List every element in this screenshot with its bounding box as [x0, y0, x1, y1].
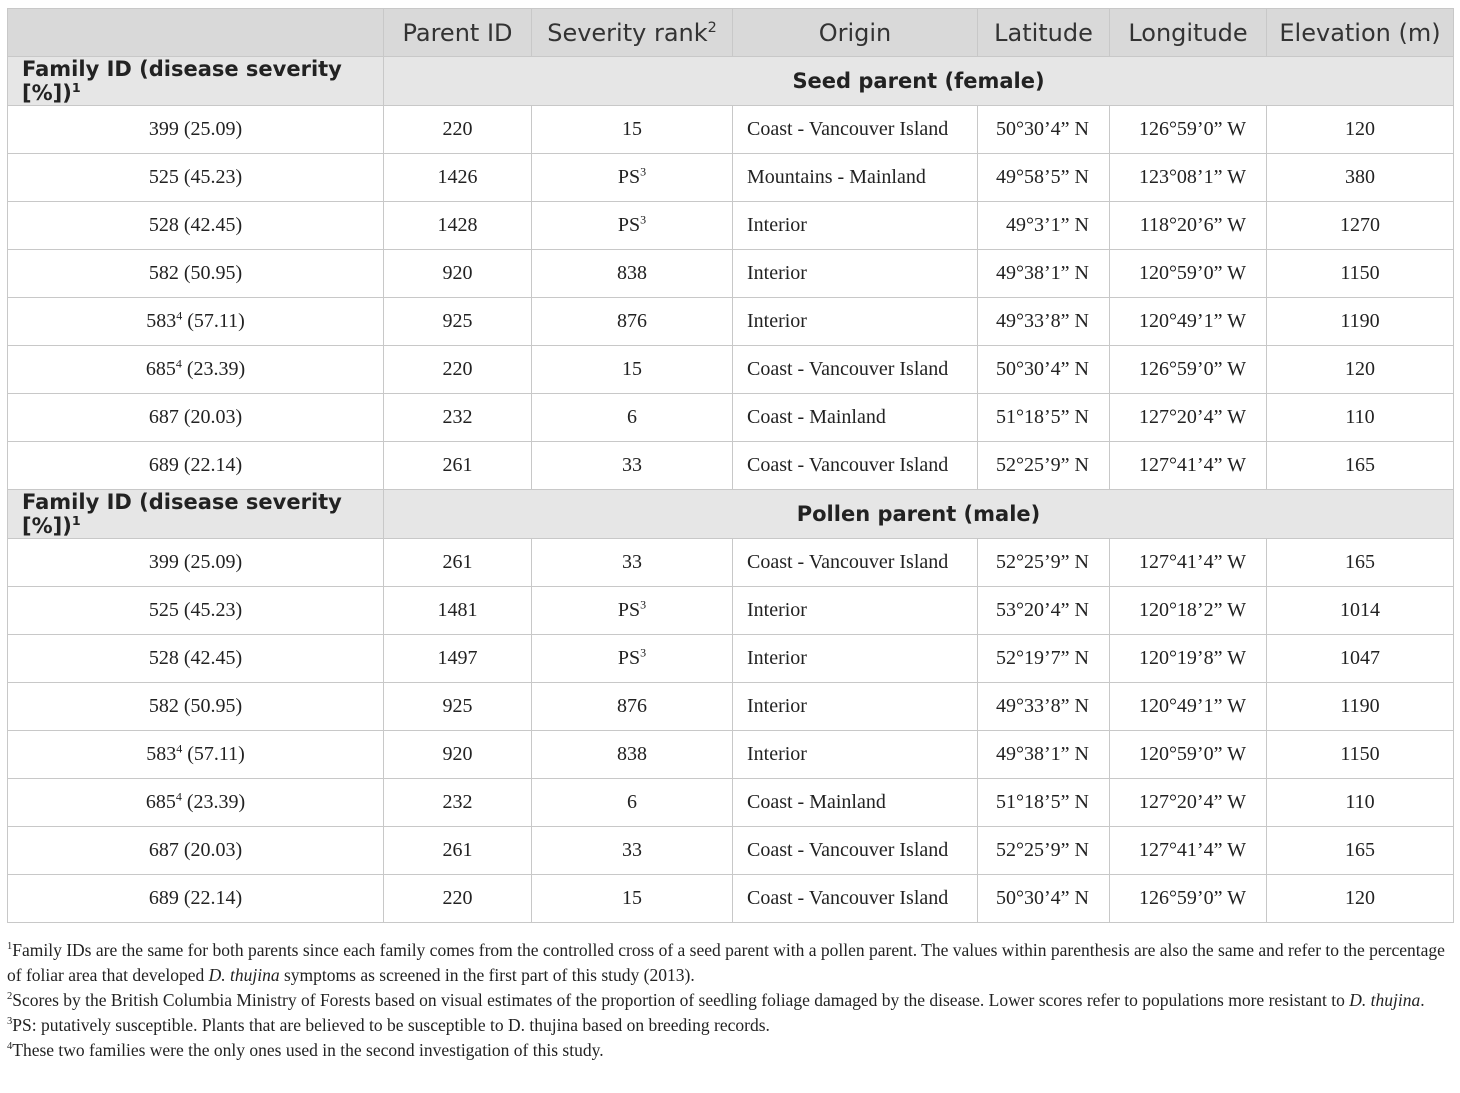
family-id: 687	[148, 839, 179, 861]
table-row	[8, 539, 1454, 587]
longitude-cell: 120°49’1” W	[1110, 298, 1267, 346]
severity-rank-cell	[532, 394, 733, 442]
elevation-cell: 1270	[1267, 202, 1454, 250]
severity-rank-value: PS	[617, 599, 641, 621]
elevation-cell: 120	[1267, 106, 1454, 154]
latitude-cell: 51°18’5” N	[978, 779, 1110, 827]
latitude-cell: 53°20’4” N	[978, 587, 1110, 635]
severity-rank-cell	[532, 731, 733, 779]
elevation-cell: 165	[1267, 539, 1454, 587]
longitude-cell: 120°49’1” W	[1110, 683, 1267, 731]
severity-rank-cell	[532, 154, 733, 202]
severity-rank-value: 838	[617, 262, 647, 284]
elevation-cell: 1190	[1267, 683, 1454, 731]
footnote-marker: 4	[7, 1041, 13, 1053]
table-row	[8, 635, 1454, 683]
origin-cell: Coast - Mainland	[733, 394, 978, 442]
disease-severity: (22.14)	[183, 887, 243, 909]
parent-id-cell: 925	[384, 298, 532, 346]
parent-id-cell: 925	[384, 683, 532, 731]
severity-rank-value: 33	[622, 551, 642, 573]
longitude-cell: 127°41’4” W	[1110, 539, 1267, 587]
header-longitude: Longitude	[1110, 9, 1267, 57]
severity-rank-cell	[532, 827, 733, 875]
severity-rank-cell	[532, 587, 733, 635]
severity-rank-value: 15	[622, 358, 642, 380]
family-id-cell	[8, 346, 384, 394]
header-elevation: Elevation (m)	[1267, 9, 1454, 57]
section-family-label	[8, 490, 384, 539]
footnote-2	[7, 988, 1453, 1013]
parent-id-cell: 261	[384, 442, 532, 490]
longitude-cell: 120°18’2” W	[1110, 587, 1267, 635]
table-row	[8, 202, 1454, 250]
parent-id-cell: 220	[384, 346, 532, 394]
parent-id-cell: 220	[384, 106, 532, 154]
origin-cell: Mountains - Mainland	[733, 154, 978, 202]
table-row	[8, 442, 1454, 490]
origin-cell: Coast - Mainland	[733, 779, 978, 827]
family-id: 525	[148, 599, 179, 621]
severity-rank-value: 6	[627, 791, 637, 813]
section-header-row	[8, 57, 1454, 106]
family-id: 685	[145, 791, 176, 813]
footnote-text: Family IDs are the same for both parents since each family comes from the controlled cross of a seed parent with a pollen parent. The values within parenthesis are also the same and refer to the percentage of foliar area that developed	[7, 940, 1445, 985]
longitude-cell: 127°41’4” W	[1110, 442, 1267, 490]
family-id-cell	[8, 250, 384, 298]
footnote-marker: 4	[175, 356, 182, 371]
elevation-cell: 120	[1267, 875, 1454, 923]
disease-severity: (25.09)	[183, 118, 243, 140]
origin-cell: Interior	[733, 635, 978, 683]
longitude-cell: 127°20’4” W	[1110, 779, 1267, 827]
family-id-cell	[8, 394, 384, 442]
severity-rank-value: 838	[617, 743, 647, 765]
table-row	[8, 587, 1454, 635]
latitude-cell: 50°30’4” N	[978, 346, 1110, 394]
family-id: 525	[148, 166, 179, 188]
family-id: 582	[148, 262, 179, 284]
severity-rank-value: 15	[622, 118, 642, 140]
severity-rank-cell	[532, 683, 733, 731]
footnote-marker: 3	[640, 597, 647, 612]
family-id: 685	[145, 358, 176, 380]
elevation-cell: 1047	[1267, 635, 1454, 683]
footnote-marker: 1	[71, 80, 81, 95]
severity-rank-value: PS	[617, 214, 641, 236]
table-row	[8, 250, 1454, 298]
severity-rank-cell	[532, 202, 733, 250]
family-id-cell	[8, 154, 384, 202]
footnote-text: These two families were the only ones used in the second investigation of this study.	[12, 1040, 604, 1060]
family-id-cell	[8, 875, 384, 923]
severity-rank-cell	[532, 442, 733, 490]
severity-rank-cell	[532, 250, 733, 298]
family-id-cell	[8, 442, 384, 490]
disease-severity: (25.09)	[183, 551, 243, 573]
section-header-row	[8, 490, 1454, 539]
elevation-cell: 1190	[1267, 298, 1454, 346]
family-id-cell	[8, 635, 384, 683]
disease-severity: (57.11)	[187, 743, 245, 765]
severity-rank-cell	[532, 298, 733, 346]
severity-rank-value: 33	[622, 454, 642, 476]
footnote-text: PS: putatively susceptible. Plants that are believed to be susceptible to D. thujina based on breeding records.	[12, 1015, 770, 1035]
section-title: Pollen parent (male)	[384, 490, 1454, 539]
footnote-marker: 3	[7, 1016, 13, 1028]
family-id-cell	[8, 202, 384, 250]
table-row	[8, 298, 1454, 346]
header-severity-rank	[532, 9, 733, 57]
elevation-cell: 1150	[1267, 731, 1454, 779]
header-row	[8, 9, 1454, 57]
family-id-cell	[8, 539, 384, 587]
severity-rank-cell	[532, 875, 733, 923]
species-name: D. thujina	[208, 965, 280, 985]
table-body	[8, 57, 1454, 923]
disease-severity: (42.45)	[183, 647, 243, 669]
table-row	[8, 394, 1454, 442]
origin-cell: Interior	[733, 250, 978, 298]
family-id-cell	[8, 779, 384, 827]
latitude-cell: 49°33’8” N	[978, 683, 1110, 731]
footnote-marker: 2	[7, 991, 13, 1003]
parent-id-cell: 1428	[384, 202, 532, 250]
section-family-label-text: Family ID (disease severity [%])	[22, 490, 342, 538]
section-title: Seed parent (female)	[384, 57, 1454, 106]
disease-severity: (23.39)	[186, 358, 246, 380]
longitude-cell: 120°19’8” W	[1110, 635, 1267, 683]
parent-id-cell: 1481	[384, 587, 532, 635]
table-row	[8, 779, 1454, 827]
longitude-cell: 118°20’6” W	[1110, 202, 1267, 250]
elevation-cell: 1150	[1267, 250, 1454, 298]
family-id: 528	[148, 647, 179, 669]
table-row	[8, 731, 1454, 779]
family-id: 399	[148, 118, 179, 140]
disease-severity: (22.14)	[183, 454, 243, 476]
parent-id-cell: 920	[384, 731, 532, 779]
severity-rank-cell	[532, 346, 733, 394]
footnote-marker: 3	[640, 645, 647, 660]
disease-severity: (50.95)	[183, 262, 243, 284]
origin-cell: Interior	[733, 298, 978, 346]
footnote-marker: 1	[7, 941, 13, 953]
severity-rank-cell	[532, 106, 733, 154]
latitude-cell: 52°25’9” N	[978, 539, 1110, 587]
origin-cell: Coast - Vancouver Island	[733, 346, 978, 394]
parent-id-cell: 261	[384, 539, 532, 587]
header-severity-rank-label: Severity rank	[547, 18, 708, 47]
severity-rank-value: 15	[622, 887, 642, 909]
family-id: 582	[148, 695, 179, 717]
latitude-cell: 52°25’9” N	[978, 442, 1110, 490]
footnote-text: symptoms as screened in the first part of this study (2013).	[279, 965, 695, 985]
parent-id-cell: 261	[384, 827, 532, 875]
footnotes	[7, 938, 1453, 1063]
footnote-4	[7, 1038, 1453, 1063]
longitude-cell: 120°59’0” W	[1110, 250, 1267, 298]
family-id: 687	[148, 406, 179, 428]
origin-cell: Interior	[733, 587, 978, 635]
footnote-text: .	[1420, 990, 1425, 1010]
elevation-cell: 165	[1267, 827, 1454, 875]
origin-cell: Interior	[733, 731, 978, 779]
elevation-cell: 110	[1267, 779, 1454, 827]
footnote-3	[7, 1013, 1453, 1038]
latitude-cell: 49°58’5” N	[978, 154, 1110, 202]
elevation-cell: 110	[1267, 394, 1454, 442]
origin-cell: Coast - Vancouver Island	[733, 827, 978, 875]
family-id: 689	[148, 887, 179, 909]
family-id-cell	[8, 298, 384, 346]
family-id-cell	[8, 106, 384, 154]
severity-rank-value: PS	[617, 166, 641, 188]
disease-severity: (23.39)	[186, 791, 246, 813]
origin-cell: Interior	[733, 683, 978, 731]
latitude-cell: 51°18’5” N	[978, 394, 1110, 442]
header-parent-id: Parent ID	[384, 9, 532, 57]
parent-id-cell: 1426	[384, 154, 532, 202]
origin-cell: Coast - Vancouver Island	[733, 539, 978, 587]
footnote-marker: 2	[707, 19, 717, 36]
origin-cell: Coast - Vancouver Island	[733, 442, 978, 490]
table-row	[8, 346, 1454, 394]
longitude-cell: 127°41’4” W	[1110, 827, 1267, 875]
parent-origin-table	[7, 8, 1454, 923]
footnote-marker: 3	[640, 164, 647, 179]
longitude-cell: 126°59’0” W	[1110, 346, 1267, 394]
table-row	[8, 827, 1454, 875]
severity-rank-value: 876	[617, 695, 647, 717]
family-id-cell	[8, 683, 384, 731]
elevation-cell: 165	[1267, 442, 1454, 490]
family-id-cell	[8, 587, 384, 635]
severity-rank-value: 876	[617, 310, 647, 332]
family-id: 689	[148, 454, 179, 476]
family-id-cell	[8, 827, 384, 875]
family-id: 583	[146, 310, 177, 332]
parent-id-cell: 920	[384, 250, 532, 298]
parent-id-cell: 232	[384, 394, 532, 442]
family-id: 528	[148, 214, 179, 236]
table-row	[8, 683, 1454, 731]
header-blank	[8, 9, 384, 57]
longitude-cell: 126°59’0” W	[1110, 106, 1267, 154]
family-id: 583	[146, 743, 177, 765]
footnote-1	[7, 938, 1453, 988]
table-row	[8, 154, 1454, 202]
severity-rank-value: PS	[617, 647, 641, 669]
severity-rank-cell	[532, 539, 733, 587]
species-name: D. thujina	[1349, 990, 1421, 1010]
header-origin: Origin	[733, 9, 978, 57]
footnote-marker: 4	[176, 741, 183, 756]
disease-severity: (45.23)	[183, 599, 243, 621]
disease-severity: (20.03)	[183, 406, 243, 428]
longitude-cell: 126°59’0” W	[1110, 875, 1267, 923]
parent-id-cell: 1497	[384, 635, 532, 683]
disease-severity: (57.11)	[187, 310, 245, 332]
footnote-marker: 4	[176, 308, 183, 323]
section-family-label-text: Family ID (disease severity [%])	[22, 57, 342, 105]
severity-rank-value: 6	[627, 406, 637, 428]
elevation-cell: 120	[1267, 346, 1454, 394]
latitude-cell: 49°38’1” N	[978, 731, 1110, 779]
latitude-cell: 49°3’1” N	[978, 202, 1110, 250]
disease-severity: (45.23)	[183, 166, 243, 188]
elevation-cell: 380	[1267, 154, 1454, 202]
table-row	[8, 106, 1454, 154]
severity-rank-value: 33	[622, 839, 642, 861]
longitude-cell: 123°08’1” W	[1110, 154, 1267, 202]
family-id-cell	[8, 731, 384, 779]
latitude-cell: 50°30’4” N	[978, 875, 1110, 923]
severity-rank-cell	[532, 779, 733, 827]
footnote-text: Scores by the British Columbia Ministry of Forests based on visual estimates of the proportion of seedling foliage damaged by the disease. Lower scores refer to populations more resistant to	[12, 990, 1350, 1010]
footnote-marker: 1	[71, 513, 81, 528]
latitude-cell: 49°38’1” N	[978, 250, 1110, 298]
footnote-marker: 3	[640, 212, 647, 227]
section-family-label	[8, 57, 384, 106]
footnote-marker: 4	[175, 789, 182, 804]
parent-id-cell: 220	[384, 875, 532, 923]
latitude-cell: 52°19’7” N	[978, 635, 1110, 683]
disease-severity: (20.03)	[183, 839, 243, 861]
severity-rank-cell	[532, 635, 733, 683]
elevation-cell: 1014	[1267, 587, 1454, 635]
disease-severity: (50.95)	[183, 695, 243, 717]
table-row	[8, 875, 1454, 923]
origin-cell: Coast - Vancouver Island	[733, 106, 978, 154]
longitude-cell: 127°20’4” W	[1110, 394, 1267, 442]
latitude-cell: 50°30’4” N	[978, 106, 1110, 154]
parent-id-cell: 232	[384, 779, 532, 827]
family-id: 399	[148, 551, 179, 573]
disease-severity: (42.45)	[183, 214, 243, 236]
header-latitude: Latitude	[978, 9, 1110, 57]
latitude-cell: 52°25’9” N	[978, 827, 1110, 875]
origin-cell: Interior	[733, 202, 978, 250]
longitude-cell: 120°59’0” W	[1110, 731, 1267, 779]
origin-cell: Coast - Vancouver Island	[733, 875, 978, 923]
latitude-cell: 49°33’8” N	[978, 298, 1110, 346]
